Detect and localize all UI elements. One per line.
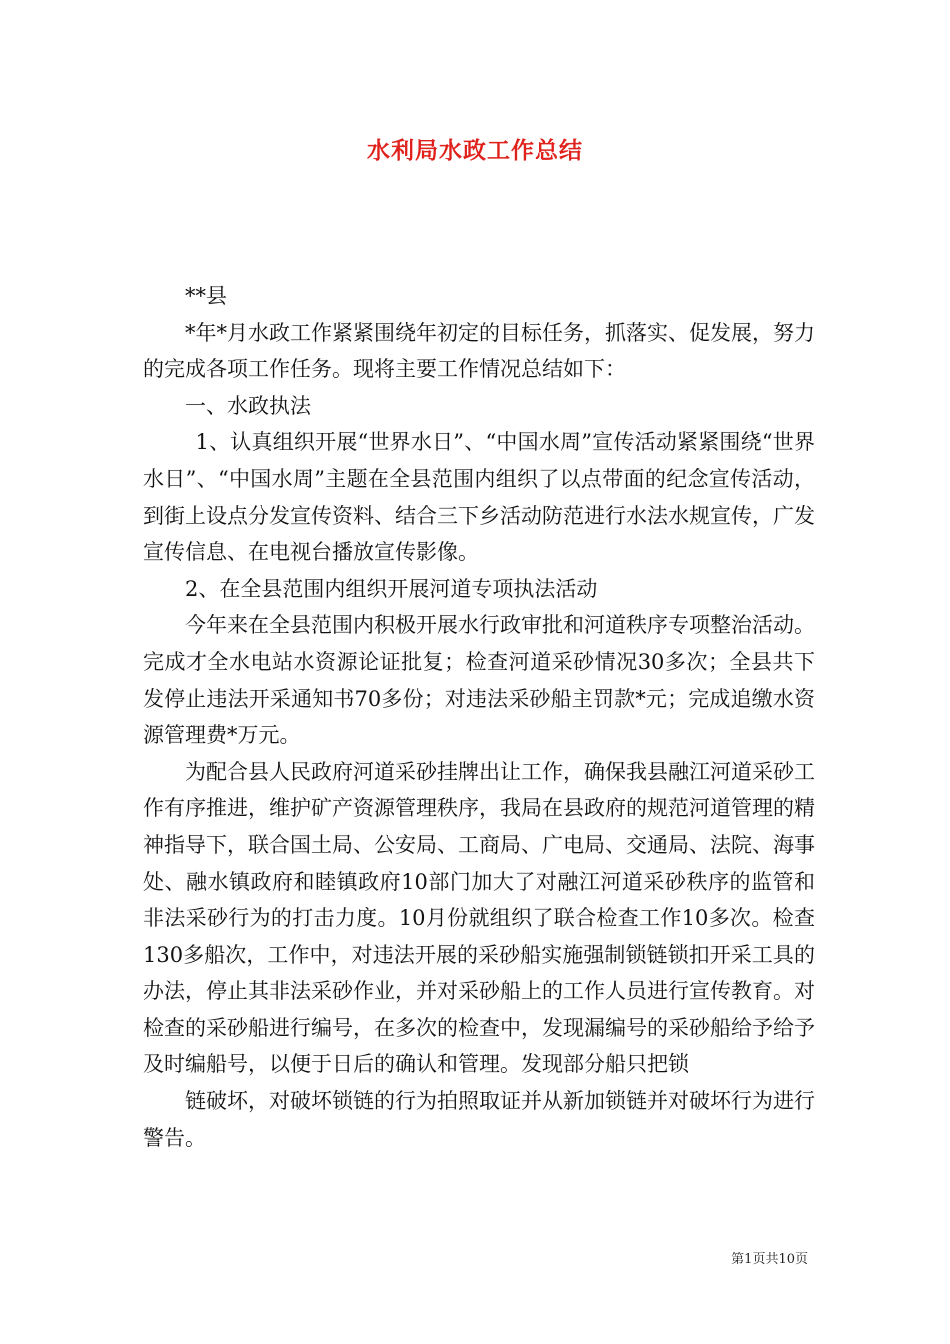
- paragraph-item-2: 2、在全县范围内组织开展河道专项执法活动: [185, 576, 598, 601]
- paragraph-enforcement-stats: 今年来在全县范围内积极开展水行政审批和河道秩序专项整治活动。完成才全水电站水资源论证批复；检查河道采砂情况30多次；全县共下发停止违法开采通知书70多份；对违法采砂船主罚款*元；完成追缴水资源管理费*万元。: [143, 613, 815, 748]
- paragraph-chain-damage: 链破坏，对破坏锁链的行为拍照取证并从新加锁链并对破坏行为进行警告。: [143, 1089, 815, 1150]
- section-heading-water-enforcement: 一、水政执法: [185, 393, 311, 418]
- document-title: 水利局水政工作总结: [367, 137, 583, 164]
- paragraph-county: **县: [185, 284, 227, 308]
- document-body: [143, 278, 815, 1156]
- paragraph-sand-mining: 为配合县人民政府河道采砂挂牌出让工作，确保我县融江河道采砂工作有序推进，维护矿产资源管理秩序，我局在县政府的规范河道管理的精神指导下，联合国土局、公安局、工商局、广电局、交通局、法院、海事处、融水镇政府和睦镇政府10部门加大了对融江河道采砂秩序的监管和非法采砂行为的打击力度。10月份就组织了联合检查工作10多次。检查130多船次，工作中，对违法开展的采砂船实施强制锁链锁扣开采工具的办法，停止其非法采砂作业，并对采砂船上的工作人员进行宣传教育。对检查的采砂船进行编号，在多次的检查中，发现漏编号的采砂船给予给予及时编船号，以便于日后的确认和管理。发现部分船只把锁: [143, 759, 815, 1077]
- paragraph-item-1: 1、认真组织开展“世界水日”、“中国水周”宣传活动紧紧围绕“世界水日”、“中国水周”主题在全县范围内组织了以点带面的纪念宣传活动，到街上设点分发宣传资料、结合三下乡活动防范进行水法水规宣传，广发宣传信息、在电视台播放宣传影像。: [143, 430, 815, 565]
- page-footer: 第1页共10页: [731, 1252, 808, 1267]
- paragraph-intro: *年*月水政工作紧紧围绕年初定的目标任务，抓落实、促发展，努力的完成各项工作任务。现将主要工作情况总结如下：: [143, 320, 815, 382]
